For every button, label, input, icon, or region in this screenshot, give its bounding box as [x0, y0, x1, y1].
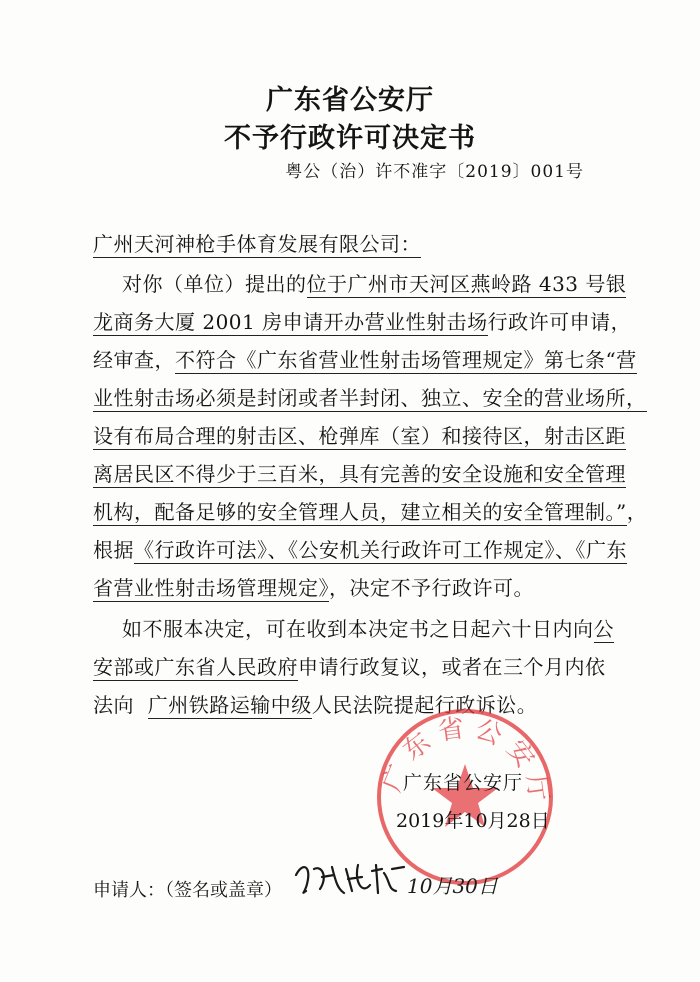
text-segment: 经审查， [93, 348, 175, 372]
document-number: 粤公（治）许不准字〔2019〕001号 [285, 162, 584, 182]
paragraph1-line4 [93, 382, 647, 411]
underlined-segment: 机构，配备足够的安全管理人员，建立相关的安全管理制。” [93, 500, 627, 524]
issuing-authority: 广东省公安厅 [403, 772, 524, 794]
document-title-line2: 不予行政许可决定书 [224, 123, 476, 154]
text-segment: 根据 [93, 538, 134, 562]
underlined-segment: 位于广州市天河区燕岭路 433 号银 [306, 272, 627, 296]
paragraph1-line9 [93, 572, 534, 601]
seal-text: 广东省公安厅 [377, 712, 555, 812]
paragraph1-line3 [93, 344, 637, 373]
text-segment: ，决定不予行政许可。 [329, 576, 534, 600]
paragraph1-line8 [93, 534, 627, 563]
paragraph1-line7 [93, 496, 647, 525]
paragraph1-line6 [93, 458, 626, 487]
text-segment: 如不服本决定，可在收到本决定书之日起六十日内向 [122, 617, 594, 641]
salutation [93, 228, 421, 257]
underlined-segment: 离居民区不得少于三百米，具有完善的安全设施和安全管理 [93, 462, 626, 486]
salutation-text: 广州天河神枪手体育发展有限公司： [93, 232, 421, 256]
text-segment: 申请行政复议，或者在三个月内依 [298, 655, 606, 679]
handwritten-date: 10月30日 [407, 874, 498, 898]
underlined-segment: 公 [593, 617, 614, 641]
text-segment: 对你（单位）提出的 [122, 272, 307, 296]
paragraph2-line1 [122, 613, 614, 642]
underlined-segment: 不符合《广东省营业性射击场管理规定》第七条“营 [175, 348, 637, 372]
underlined-segment: 《行政许可法》、《公安机关行政许可工作规定》、《广东 [134, 538, 627, 562]
underlined-segment: 设有布局合理的射击区、枪弹库（室）和接待区，射击区距 [93, 424, 626, 448]
text-segment: 行政许可申请， [487, 310, 632, 334]
issue-date: 2019年10月28日 [396, 810, 550, 832]
paragraph1-line2 [93, 306, 631, 335]
text-segment: 人民法院提起行政诉讼。 [311, 693, 538, 717]
underlined-segment: 广州铁路运输中级 [147, 693, 312, 717]
text-segment: 法向 [93, 693, 134, 717]
text-segment: ， [626, 500, 648, 524]
document-title-line1: 广东省公安厅 [266, 85, 434, 116]
paragraph1-line1 [122, 268, 626, 297]
underlined-segment: 业性射击场必须是封闭或者半封闭、独立、安全的营业场所， [93, 386, 647, 410]
applicant-label: 申请人：（签名或盖章） [93, 880, 282, 901]
underlined-segment: 安部或广东省人民政府 [93, 655, 298, 679]
underlined-segment: 龙商务大厦 2001 房申请开办营业性射击场 [93, 310, 488, 334]
paragraph1-line5 [93, 420, 626, 449]
underlined-segment: 省营业性射击场管理规定》 [93, 576, 329, 600]
paragraph2-line2 [93, 651, 606, 680]
